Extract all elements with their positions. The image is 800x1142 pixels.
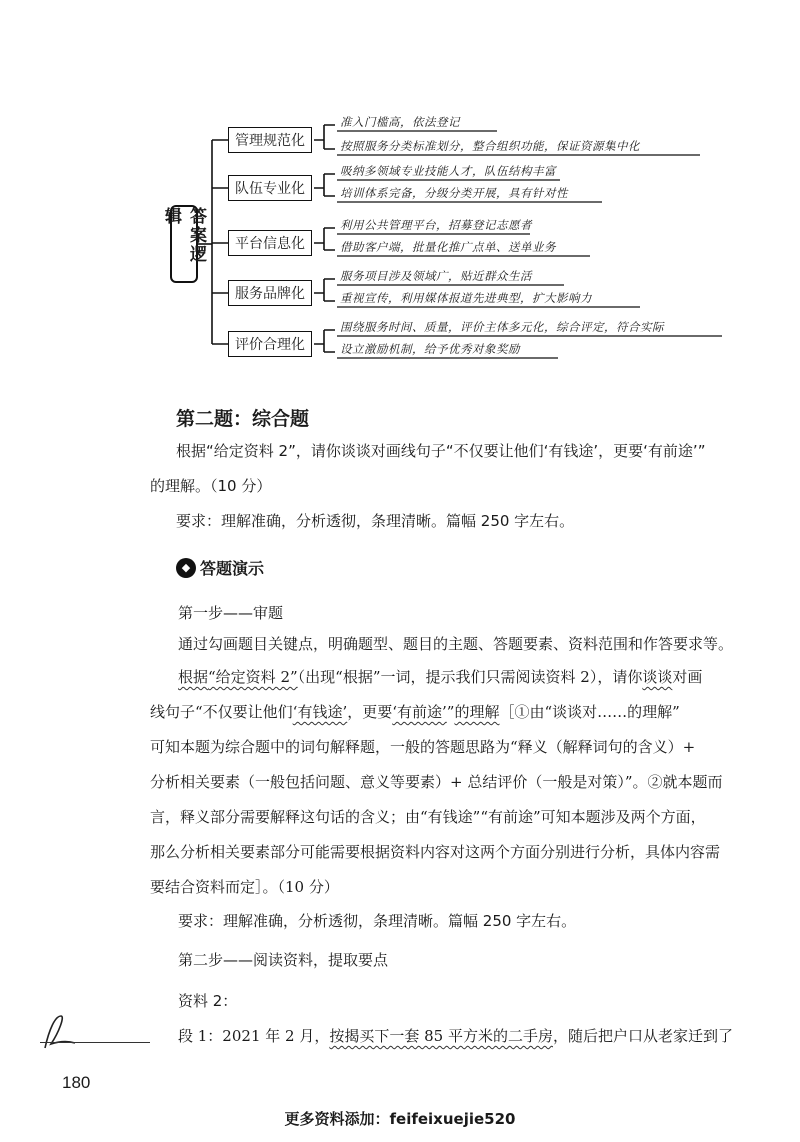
branch-management: 管理规范化 xyxy=(228,127,312,153)
analysis-line-2 xyxy=(150,702,750,722)
leaf-text: 围绕服务时间、质量，评价主体多元化，综合评定，符合实际 xyxy=(340,320,664,334)
leaf-connectors-1 xyxy=(314,125,335,149)
mindmap-root: 答案逻辑 xyxy=(170,205,198,283)
leaf-connectors-4 xyxy=(314,279,335,301)
leaf-connectors-5 xyxy=(314,330,335,352)
analysis-text: 对画 xyxy=(672,668,703,686)
leaf-connectors-2 xyxy=(314,174,335,196)
leaf-text: 按照服务分类标准划分，整合组织功能，保证资源集中化 xyxy=(340,139,640,153)
signature-rule xyxy=(40,1042,150,1043)
analysis-text: 线句子“不仅要让他们 xyxy=(150,703,293,721)
analysis-line-7: 要结合资料而定］。（10 分） xyxy=(150,878,339,896)
kw-discuss: 谈谈 xyxy=(642,668,673,686)
pen-signature-icon xyxy=(35,1010,95,1052)
kw-according: 根据 xyxy=(178,668,209,686)
branch-brand: 服务品牌化 xyxy=(228,280,312,306)
leaf-text: 培训体系完备，分级分类开展，具有针对性 xyxy=(340,186,568,200)
analysis-line-4: 分析相关要素（一般包括问题、意义等要素）+ 总结评价（一般是对策）”。②就本题而 xyxy=(150,773,723,791)
kw-money: ‘有钱途’ xyxy=(292,703,348,721)
para-text: ，随后把户口从老家迁到了 xyxy=(552,1027,733,1045)
branch-connectors xyxy=(212,140,228,344)
requirement-2: 要求：理解准确，分析透彻，条理清晰。篇幅 250 字左右。 xyxy=(178,912,577,930)
leaf-text: 利用公共管理平台，招募登记志愿者 xyxy=(340,218,532,232)
question-line-1: 根据“给定资料 2”，请你谈谈对画线句子“不仅要让他们‘有钱途’，更要‘有前途’” xyxy=(176,442,706,460)
analysis-text: ［①由“谈谈对……的理解” xyxy=(499,703,680,721)
answer-demo-heading xyxy=(176,556,264,579)
analysis-line-1 xyxy=(178,667,778,687)
demo-title: 答题演示 xyxy=(200,559,265,578)
leaf-text: 服务项目涉及领域广，贴近群众生活 xyxy=(340,269,532,283)
leaf-text: 借助客户端，批量化推广点单、送单业务 xyxy=(340,240,556,254)
kw-mortgage: 按揭买下一套 85 平方米的二手房 xyxy=(329,1027,553,1045)
analysis-text: （出现“根据”一词，提示我们只需阅读资料 2），请你 xyxy=(297,668,643,686)
leaf-text: 重视宣传，利用媒体报道先进典型，扩大影响力 xyxy=(340,291,592,305)
leaf-text: 设立激励机制，给予优秀对象奖励 xyxy=(340,342,520,356)
analysis-text: ，更要 xyxy=(347,703,393,721)
step1-title: 第一步——审题 xyxy=(178,604,284,622)
leaf-connectors-3 xyxy=(314,228,335,250)
demo-badge-icon: ◆ xyxy=(176,558,196,578)
requirement: 要求：理解准确，分析透彻，条理清晰。篇幅 250 字左右。 xyxy=(176,512,575,530)
kw-future: ‘有前途’ xyxy=(392,703,447,721)
kw-understanding: 的理解 xyxy=(454,703,500,721)
question-line-2: 的理解。（10 分） xyxy=(150,477,272,495)
footer-note: 更多资料添加：feifeixuejie520 xyxy=(284,1110,516,1128)
branch-team: 队伍专业化 xyxy=(228,175,312,201)
analysis-line-3: 可知本题为综合题中的词句解释题，一般的答题思路为“释义（解释词句的含义）+ xyxy=(150,738,696,756)
paragraph-1 xyxy=(178,1026,778,1046)
analysis-line-5: 言，释义部分需要解释这句话的含义；由“有钱途”“有前途”可知本题涉及两个方面， xyxy=(150,808,706,826)
section-title: 第二题：综合题 xyxy=(176,408,310,430)
leaf-text: 准入门槛高，依法登记 xyxy=(340,115,460,129)
leaf-text: 吸纳多领域专业技能人才，队伍结构丰富 xyxy=(340,164,556,178)
analysis-line-6: 那么分析相关要素部分可能需要根据资料内容对这两个方面分别进行分析，具体内容需 xyxy=(150,843,721,861)
analysis-text: ” xyxy=(446,703,455,721)
step1-intro: 通过勾画题目关键点，明确题型、题目的主题、答题要素、资料范围和作答要求等。 xyxy=(178,635,734,653)
branch-evaluation: 评价合理化 xyxy=(228,331,312,357)
branch-platform: 平台信息化 xyxy=(228,230,312,256)
page-number: 180 xyxy=(62,1073,91,1092)
para-text: 段 1：2021 年 2 月， xyxy=(178,1027,330,1045)
material-label: 资料 2： xyxy=(178,992,238,1010)
step2-title: 第二步——阅读资料，提取要点 xyxy=(178,951,389,969)
kw-material: “给定资料 2” xyxy=(208,668,298,686)
